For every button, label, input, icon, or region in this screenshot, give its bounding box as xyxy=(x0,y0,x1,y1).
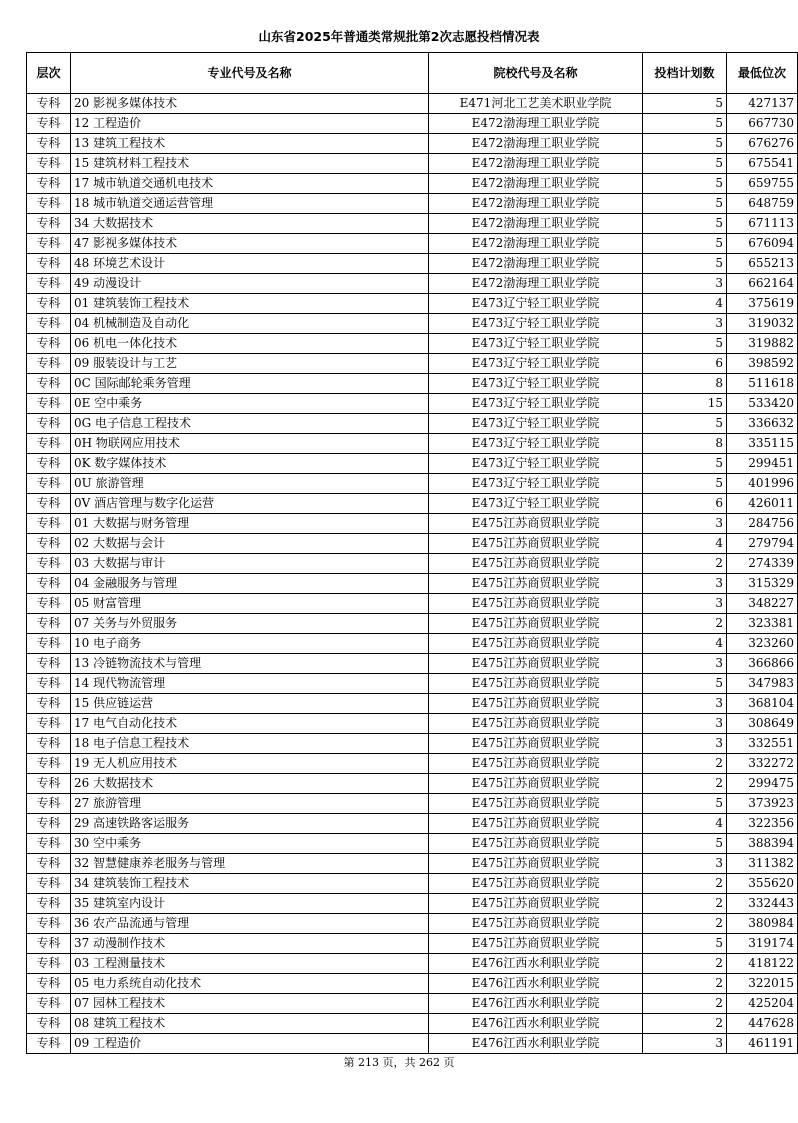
table-row xyxy=(27,534,798,554)
cell-major: 0H 物联网应用技术 xyxy=(71,434,429,454)
cell-major: 04 机械制造及自动化 xyxy=(71,314,429,334)
cell-school: E475江苏商贸职业学院 xyxy=(429,774,643,794)
cell-plan: 5 xyxy=(643,154,727,174)
cell-school: E473辽宁轻工职业学院 xyxy=(429,454,643,474)
cell-major: 30 空中乘务 xyxy=(71,834,429,854)
cell-major: 01 大数据与财务管理 xyxy=(71,514,429,534)
cell-plan: 5 xyxy=(643,214,727,234)
cell-major: 02 大数据与会计 xyxy=(71,534,429,554)
table-row xyxy=(27,974,798,994)
cell-plan: 3 xyxy=(643,714,727,734)
cell-level: 专科 xyxy=(27,394,71,414)
table-row xyxy=(27,874,798,894)
cell-plan: 2 xyxy=(643,914,727,934)
cell-plan: 2 xyxy=(643,1014,727,1034)
cell-rank: 284756 xyxy=(727,514,798,534)
cell-level: 专科 xyxy=(27,734,71,754)
cell-major: 10 电子商务 xyxy=(71,634,429,654)
cell-level: 专科 xyxy=(27,694,71,714)
table-row xyxy=(27,134,798,154)
cell-plan: 2 xyxy=(643,614,727,634)
cell-school: E473辽宁轻工职业学院 xyxy=(429,314,643,334)
header-school: 院校代号及名称 xyxy=(429,53,643,94)
table-row xyxy=(27,194,798,214)
table-row xyxy=(27,594,798,614)
cell-rank: 308649 xyxy=(727,714,798,734)
table-row xyxy=(27,174,798,194)
cell-rank: 662164 xyxy=(727,274,798,294)
cell-rank: 279794 xyxy=(727,534,798,554)
table-row xyxy=(27,114,798,134)
table-row xyxy=(27,454,798,474)
cell-plan: 3 xyxy=(643,734,727,754)
cell-rank: 323260 xyxy=(727,634,798,654)
cell-rank: 447628 xyxy=(727,1014,798,1034)
cell-school: E472渤海理工职业学院 xyxy=(429,114,643,134)
table-row xyxy=(27,354,798,374)
cell-plan: 3 xyxy=(643,854,727,874)
cell-school: E472渤海理工职业学院 xyxy=(429,214,643,234)
cell-rank: 533420 xyxy=(727,394,798,414)
cell-rank: 461191 xyxy=(727,1034,798,1054)
cell-school: E476江西水利职业学院 xyxy=(429,1014,643,1034)
cell-school: E475江苏商贸职业学院 xyxy=(429,814,643,834)
cell-rank: 511618 xyxy=(727,374,798,394)
cell-school: E472渤海理工职业学院 xyxy=(429,194,643,214)
table-row xyxy=(27,474,798,494)
cell-school: E475江苏商贸职业学院 xyxy=(429,854,643,874)
cell-major: 05 电力系统自动化技术 xyxy=(71,974,429,994)
cell-plan: 5 xyxy=(643,934,727,954)
cell-major: 15 供应链运营 xyxy=(71,694,429,714)
cell-rank: 373923 xyxy=(727,794,798,814)
cell-rank: 375619 xyxy=(727,294,798,314)
cell-major: 48 环境艺术设计 xyxy=(71,254,429,274)
cell-level: 专科 xyxy=(27,234,71,254)
cell-school: E473辽宁轻工职业学院 xyxy=(429,354,643,374)
table-row xyxy=(27,634,798,654)
cell-level: 专科 xyxy=(27,194,71,214)
cell-major: 18 城市轨道交通运营管理 xyxy=(71,194,429,214)
table-row xyxy=(27,514,798,534)
cell-school: E471河北工艺美术职业学院 xyxy=(429,94,643,114)
cell-major: 03 工程测量技术 xyxy=(71,954,429,974)
cell-plan: 3 xyxy=(643,514,727,534)
cell-level: 专科 xyxy=(27,614,71,634)
table-row xyxy=(27,554,798,574)
cell-plan: 2 xyxy=(643,874,727,894)
cell-rank: 425204 xyxy=(727,994,798,1014)
cell-plan: 2 xyxy=(643,554,727,574)
cell-level: 专科 xyxy=(27,794,71,814)
cell-major: 07 园林工程技术 xyxy=(71,994,429,1014)
cell-level: 专科 xyxy=(27,554,71,574)
page-title: 山东省2025年普通类常规批第2次志愿投档情况表 xyxy=(258,29,540,44)
cell-plan: 6 xyxy=(643,494,727,514)
table-row xyxy=(27,854,798,874)
cell-level: 专科 xyxy=(27,874,71,894)
cell-school: E475江苏商贸职业学院 xyxy=(429,874,643,894)
cell-plan: 5 xyxy=(643,254,727,274)
cell-rank: 319032 xyxy=(727,314,798,334)
cell-plan: 5 xyxy=(643,794,727,814)
cell-major: 27 旅游管理 xyxy=(71,794,429,814)
cell-school: E475江苏商贸职业学院 xyxy=(429,634,643,654)
cell-rank: 299475 xyxy=(727,774,798,794)
table-row xyxy=(27,574,798,594)
table-row xyxy=(27,674,798,694)
cell-major: 17 电气自动化技术 xyxy=(71,714,429,734)
cell-rank: 398592 xyxy=(727,354,798,374)
cell-rank: 667730 xyxy=(727,114,798,134)
table-row xyxy=(27,494,798,514)
cell-plan: 5 xyxy=(643,474,727,494)
cell-plan: 5 xyxy=(643,114,727,134)
cell-school: E475江苏商贸职业学院 xyxy=(429,734,643,754)
cell-level: 专科 xyxy=(27,654,71,674)
cell-school: E473辽宁轻工职业学院 xyxy=(429,434,643,454)
cell-plan: 3 xyxy=(643,314,727,334)
table-row xyxy=(27,214,798,234)
table-row xyxy=(27,314,798,334)
cell-level: 专科 xyxy=(27,454,71,474)
cell-school: E473辽宁轻工职业学院 xyxy=(429,374,643,394)
cell-plan: 5 xyxy=(643,174,727,194)
table-row xyxy=(27,894,798,914)
cell-plan: 5 xyxy=(643,674,727,694)
header-plan: 投档计划数 xyxy=(643,53,727,94)
cell-plan: 5 xyxy=(643,334,727,354)
cell-major: 08 建筑工程技术 xyxy=(71,1014,429,1034)
cell-plan: 5 xyxy=(643,834,727,854)
cell-level: 专科 xyxy=(27,834,71,854)
cell-rank: 323381 xyxy=(727,614,798,634)
cell-level: 专科 xyxy=(27,354,71,374)
table-row xyxy=(27,934,798,954)
cell-plan: 4 xyxy=(643,814,727,834)
cell-rank: 671113 xyxy=(727,214,798,234)
cell-school: E476江西水利职业学院 xyxy=(429,994,643,1014)
table-row xyxy=(27,694,798,714)
table-row xyxy=(27,734,798,754)
table-row xyxy=(27,754,798,774)
cell-plan: 8 xyxy=(643,434,727,454)
cell-school: E476江西水利职业学院 xyxy=(429,974,643,994)
cell-major: 12 工程造价 xyxy=(71,114,429,134)
cell-level: 专科 xyxy=(27,254,71,274)
table-body xyxy=(27,94,798,1054)
cell-plan: 2 xyxy=(643,994,727,1014)
cell-rank: 332443 xyxy=(727,894,798,914)
cell-school: E476江西水利职业学院 xyxy=(429,954,643,974)
cell-level: 专科 xyxy=(27,1014,71,1034)
cell-school: E472渤海理工职业学院 xyxy=(429,134,643,154)
cell-plan: 5 xyxy=(643,134,727,154)
cell-major: 32 智慧健康养老服务与管理 xyxy=(71,854,429,874)
cell-school: E475江苏商贸职业学院 xyxy=(429,574,643,594)
table-row xyxy=(27,774,798,794)
cell-major: 06 机电一体化技术 xyxy=(71,334,429,354)
cell-rank: 380984 xyxy=(727,914,798,934)
cell-school: E475江苏商贸职业学院 xyxy=(429,934,643,954)
cell-level: 专科 xyxy=(27,94,71,114)
cell-plan: 3 xyxy=(643,654,727,674)
cell-school: E475江苏商贸职业学院 xyxy=(429,674,643,694)
header-rank: 最低位次 xyxy=(727,53,798,94)
cell-school: E475江苏商贸职业学院 xyxy=(429,514,643,534)
cell-rank: 648759 xyxy=(727,194,798,214)
cell-rank: 332551 xyxy=(727,734,798,754)
cell-school: E473辽宁轻工职业学院 xyxy=(429,294,643,314)
cell-level: 专科 xyxy=(27,114,71,134)
cell-rank: 368104 xyxy=(727,694,798,714)
table-row xyxy=(27,94,798,114)
cell-school: E472渤海理工职业学院 xyxy=(429,254,643,274)
cell-major: 47 影视多媒体技术 xyxy=(71,234,429,254)
cell-school: E475江苏商贸职业学院 xyxy=(429,794,643,814)
cell-rank: 311382 xyxy=(727,854,798,874)
cell-rank: 332272 xyxy=(727,754,798,774)
cell-plan: 4 xyxy=(643,634,727,654)
cell-level: 专科 xyxy=(27,214,71,234)
cell-rank: 335115 xyxy=(727,434,798,454)
cell-rank: 348227 xyxy=(727,594,798,614)
cell-school: E475江苏商贸职业学院 xyxy=(429,754,643,774)
cell-rank: 322356 xyxy=(727,814,798,834)
cell-major: 29 高速铁路客运服务 xyxy=(71,814,429,834)
table-row xyxy=(27,654,798,674)
table-row xyxy=(27,394,798,414)
cell-level: 专科 xyxy=(27,594,71,614)
table-row xyxy=(27,714,798,734)
cell-level: 专科 xyxy=(27,174,71,194)
cell-level: 专科 xyxy=(27,914,71,934)
cell-school: E475江苏商贸职业学院 xyxy=(429,534,643,554)
header-major: 专业代号及名称 xyxy=(71,53,429,94)
table-row xyxy=(27,414,798,434)
cell-plan: 2 xyxy=(643,894,727,914)
cell-level: 专科 xyxy=(27,514,71,534)
cell-level: 专科 xyxy=(27,494,71,514)
cell-major: 09 工程造价 xyxy=(71,1034,429,1054)
cell-school: E475江苏商贸职业学院 xyxy=(429,834,643,854)
cell-plan: 4 xyxy=(643,534,727,554)
cell-plan: 5 xyxy=(643,454,727,474)
table-row xyxy=(27,234,798,254)
cell-rank: 315329 xyxy=(727,574,798,594)
cell-level: 专科 xyxy=(27,134,71,154)
table-row xyxy=(27,1034,798,1054)
cell-major: 07 关务与外贸服务 xyxy=(71,614,429,634)
cell-major: 0G 电子信息工程技术 xyxy=(71,414,429,434)
cell-rank: 401996 xyxy=(727,474,798,494)
cell-major: 0C 国际邮轮乘务管理 xyxy=(71,374,429,394)
table-row xyxy=(27,154,798,174)
cell-rank: 322015 xyxy=(727,974,798,994)
cell-rank: 655213 xyxy=(727,254,798,274)
cell-level: 专科 xyxy=(27,814,71,834)
cell-major: 17 城市轨道交通机电技术 xyxy=(71,174,429,194)
cell-major: 49 动漫设计 xyxy=(71,274,429,294)
cell-level: 专科 xyxy=(27,894,71,914)
cell-major: 18 电子信息工程技术 xyxy=(71,734,429,754)
cell-level: 专科 xyxy=(27,754,71,774)
cell-plan: 3 xyxy=(643,574,727,594)
cell-rank: 676276 xyxy=(727,134,798,154)
page-footer: 第 213 页，共 262 页 xyxy=(343,1056,455,1069)
cell-plan: 5 xyxy=(643,194,727,214)
cell-school: E475江苏商贸职业学院 xyxy=(429,594,643,614)
table-row xyxy=(27,814,798,834)
cell-rank: 355620 xyxy=(727,874,798,894)
cell-school: E473辽宁轻工职业学院 xyxy=(429,394,643,414)
cell-major: 0V 酒店管理与数字化运营 xyxy=(71,494,429,514)
table-row xyxy=(27,434,798,454)
cell-plan: 2 xyxy=(643,754,727,774)
cell-school: E472渤海理工职业学院 xyxy=(429,234,643,254)
admission-table xyxy=(26,52,798,1054)
cell-major: 35 建筑室内设计 xyxy=(71,894,429,914)
cell-school: E475江苏商贸职业学院 xyxy=(429,714,643,734)
cell-rank: 426011 xyxy=(727,494,798,514)
cell-level: 专科 xyxy=(27,474,71,494)
cell-plan: 5 xyxy=(643,234,727,254)
cell-level: 专科 xyxy=(27,154,71,174)
cell-plan: 8 xyxy=(643,374,727,394)
cell-major: 03 大数据与审计 xyxy=(71,554,429,574)
cell-plan: 3 xyxy=(643,1034,727,1054)
table-row xyxy=(27,294,798,314)
cell-rank: 299451 xyxy=(727,454,798,474)
cell-rank: 418122 xyxy=(727,954,798,974)
cell-level: 专科 xyxy=(27,674,71,694)
cell-major: 34 大数据技术 xyxy=(71,214,429,234)
cell-rank: 319174 xyxy=(727,934,798,954)
cell-plan: 6 xyxy=(643,354,727,374)
cell-school: E472渤海理工职业学院 xyxy=(429,154,643,174)
cell-level: 专科 xyxy=(27,574,71,594)
cell-school: E475江苏商贸职业学院 xyxy=(429,694,643,714)
cell-major: 19 无人机应用技术 xyxy=(71,754,429,774)
table-row xyxy=(27,274,798,294)
cell-rank: 388394 xyxy=(727,834,798,854)
cell-major: 14 现代物流管理 xyxy=(71,674,429,694)
table-row xyxy=(27,794,798,814)
table-row xyxy=(27,254,798,274)
cell-school: E473辽宁轻工职业学院 xyxy=(429,334,643,354)
cell-major: 04 金融服务与管理 xyxy=(71,574,429,594)
cell-school: E472渤海理工职业学院 xyxy=(429,274,643,294)
cell-major: 13 冷链物流技术与管理 xyxy=(71,654,429,674)
table-row xyxy=(27,954,798,974)
table-header-row xyxy=(27,53,798,94)
cell-major: 20 影视多媒体技术 xyxy=(71,94,429,114)
table-row xyxy=(27,374,798,394)
cell-plan: 2 xyxy=(643,974,727,994)
cell-plan: 3 xyxy=(643,594,727,614)
cell-major: 0K 数字媒体技术 xyxy=(71,454,429,474)
table-row xyxy=(27,1014,798,1034)
cell-major: 37 动漫制作技术 xyxy=(71,934,429,954)
table-row xyxy=(27,994,798,1014)
table-row xyxy=(27,834,798,854)
cell-school: E475江苏商贸职业学院 xyxy=(429,614,643,634)
cell-school: E475江苏商贸职业学院 xyxy=(429,554,643,574)
cell-rank: 347983 xyxy=(727,674,798,694)
cell-rank: 659755 xyxy=(727,174,798,194)
cell-major: 34 建筑装饰工程技术 xyxy=(71,874,429,894)
cell-rank: 427137 xyxy=(727,94,798,114)
table-row xyxy=(27,614,798,634)
cell-rank: 676094 xyxy=(727,234,798,254)
cell-plan: 4 xyxy=(643,294,727,314)
cell-school: E475江苏商贸职业学院 xyxy=(429,654,643,674)
cell-school: E472渤海理工职业学院 xyxy=(429,174,643,194)
cell-level: 专科 xyxy=(27,634,71,654)
cell-level: 专科 xyxy=(27,314,71,334)
cell-plan: 5 xyxy=(643,94,727,114)
cell-level: 专科 xyxy=(27,974,71,994)
cell-level: 专科 xyxy=(27,1034,71,1054)
table-row xyxy=(27,334,798,354)
cell-rank: 319882 xyxy=(727,334,798,354)
cell-major: 36 农产品流通与管理 xyxy=(71,914,429,934)
cell-level: 专科 xyxy=(27,274,71,294)
cell-major: 01 建筑装饰工程技术 xyxy=(71,294,429,314)
cell-major: 05 财富管理 xyxy=(71,594,429,614)
cell-level: 专科 xyxy=(27,534,71,554)
cell-plan: 2 xyxy=(643,774,727,794)
cell-level: 专科 xyxy=(27,294,71,314)
cell-major: 0E 空中乘务 xyxy=(71,394,429,414)
cell-level: 专科 xyxy=(27,374,71,394)
cell-major: 13 建筑工程技术 xyxy=(71,134,429,154)
cell-rank: 336632 xyxy=(727,414,798,434)
cell-major: 26 大数据技术 xyxy=(71,774,429,794)
cell-school: E475江苏商贸职业学院 xyxy=(429,914,643,934)
cell-plan: 3 xyxy=(643,274,727,294)
cell-school: E476江西水利职业学院 xyxy=(429,1034,643,1054)
cell-level: 专科 xyxy=(27,714,71,734)
cell-school: E473辽宁轻工职业学院 xyxy=(429,474,643,494)
cell-rank: 274339 xyxy=(727,554,798,574)
cell-level: 专科 xyxy=(27,774,71,794)
cell-school: E475江苏商贸职业学院 xyxy=(429,894,643,914)
cell-school: E473辽宁轻工职业学院 xyxy=(429,494,643,514)
cell-major: 09 服装设计与工艺 xyxy=(71,354,429,374)
header-level: 层次 xyxy=(27,53,71,94)
cell-level: 专科 xyxy=(27,994,71,1014)
cell-major: 0U 旅游管理 xyxy=(71,474,429,494)
cell-level: 专科 xyxy=(27,334,71,354)
cell-level: 专科 xyxy=(27,434,71,454)
cell-plan: 5 xyxy=(643,414,727,434)
cell-level: 专科 xyxy=(27,854,71,874)
table-row xyxy=(27,914,798,934)
cell-major: 15 建筑材料工程技术 xyxy=(71,154,429,174)
cell-level: 专科 xyxy=(27,414,71,434)
cell-level: 专科 xyxy=(27,954,71,974)
cell-plan: 2 xyxy=(643,954,727,974)
cell-rank: 366866 xyxy=(727,654,798,674)
cell-school: E473辽宁轻工职业学院 xyxy=(429,414,643,434)
cell-plan: 15 xyxy=(643,394,727,414)
cell-plan: 3 xyxy=(643,694,727,714)
cell-rank: 675541 xyxy=(727,154,798,174)
cell-level: 专科 xyxy=(27,934,71,954)
